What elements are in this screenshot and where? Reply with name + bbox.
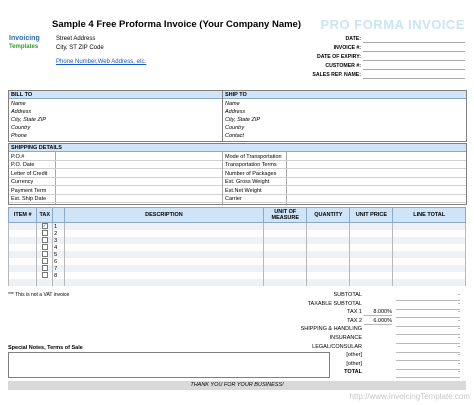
col-line-total: LINE TOTAL bbox=[393, 208, 466, 223]
col-unit-of-measure: UNIT OF MEASURE bbox=[264, 208, 307, 223]
col-quantity: QUANTITY bbox=[307, 208, 350, 223]
tax-rate[interactable]: 8.000% bbox=[364, 309, 392, 316]
table-cell[interactable] bbox=[350, 230, 393, 237]
table-cell bbox=[37, 230, 53, 237]
meta-value-field[interactable] bbox=[363, 35, 465, 43]
special-notes-label: Special Notes, Terms of Sale bbox=[8, 345, 83, 351]
total-value: - bbox=[396, 344, 460, 353]
table-cell[interactable] bbox=[393, 279, 466, 286]
table-cell[interactable] bbox=[350, 258, 393, 265]
shipping-field[interactable]: Transportation Terms bbox=[223, 161, 466, 169]
total-label: SHIPPING & HANDLING bbox=[300, 326, 362, 333]
total-label: TAX 1 bbox=[347, 309, 362, 316]
table-cell bbox=[37, 237, 53, 244]
tax-checkbox[interactable] bbox=[42, 265, 48, 271]
total-value: - bbox=[396, 361, 460, 370]
table-cell bbox=[53, 279, 65, 286]
col-tax: TAX bbox=[37, 208, 53, 223]
shipping-field[interactable]: Payment Term bbox=[9, 187, 222, 195]
shipping-field[interactable]: Currency bbox=[9, 178, 222, 186]
total-value: - bbox=[396, 309, 460, 318]
table-cell[interactable] bbox=[64, 223, 264, 231]
ship-to-fields bbox=[223, 99, 466, 141]
table-cell[interactable] bbox=[307, 258, 350, 265]
contact-link[interactable]: Phone Number,Web Address, etc. bbox=[56, 59, 147, 65]
shipping-field[interactable]: Est. Gross Weight bbox=[223, 178, 466, 186]
table-cell[interactable] bbox=[64, 279, 264, 286]
table-cell[interactable] bbox=[350, 223, 393, 231]
shipping-right-fields bbox=[223, 153, 466, 204]
table-cell[interactable] bbox=[307, 223, 350, 231]
table-cell bbox=[37, 265, 53, 272]
table-cell[interactable] bbox=[9, 230, 37, 237]
table-cell[interactable] bbox=[9, 258, 37, 265]
table-cell[interactable] bbox=[307, 279, 350, 286]
tax-rate[interactable]: 6.000% bbox=[364, 318, 392, 325]
total-value: - bbox=[396, 335, 460, 344]
table-cell[interactable] bbox=[64, 251, 264, 258]
row-number: 5 bbox=[53, 251, 65, 258]
shipping-field[interactable]: Mode of Transportation bbox=[223, 153, 466, 161]
city-state-zip: City, ST ZIP Code bbox=[56, 45, 104, 51]
meta-label: DATE: bbox=[345, 36, 361, 42]
table-cell[interactable] bbox=[9, 272, 37, 279]
table-row bbox=[9, 230, 466, 237]
shipping-field[interactable]: Letter of Credit bbox=[9, 170, 222, 178]
bill-to-line[interactable]: Address bbox=[11, 109, 32, 115]
total-value: - bbox=[396, 301, 460, 310]
total-label: TAXABLE SUBTOTAL bbox=[307, 300, 362, 307]
table-cell[interactable] bbox=[350, 272, 393, 279]
table-cell[interactable] bbox=[64, 258, 264, 265]
shipping-field[interactable]: Carrier bbox=[223, 195, 466, 203]
table-cell[interactable] bbox=[307, 272, 350, 279]
row-number: 1 bbox=[53, 223, 65, 231]
shipping-field[interactable]: Number of Packages bbox=[223, 170, 466, 178]
total-label: INSURANCE bbox=[329, 335, 362, 341]
shipping-field[interactable]: Est. Ship Date bbox=[9, 195, 222, 203]
table-cell[interactable] bbox=[393, 244, 466, 251]
shipping-field[interactable]: Est.Net Weight bbox=[223, 187, 466, 195]
special-notes-box[interactable] bbox=[8, 352, 330, 378]
meta-label: DATE OF EXPIRY: bbox=[317, 54, 361, 60]
table-cell[interactable] bbox=[64, 237, 264, 244]
table-row bbox=[9, 244, 466, 251]
table-cell[interactable] bbox=[64, 244, 264, 251]
ship-to-line[interactable]: Contact bbox=[225, 133, 244, 139]
meta-value-field[interactable] bbox=[363, 53, 465, 61]
total-label: [other] bbox=[346, 360, 362, 367]
tax-checkbox[interactable] bbox=[42, 230, 48, 236]
row-number: 8 bbox=[53, 272, 65, 279]
bill-to-line[interactable]: City, State ZIP bbox=[11, 117, 47, 123]
table-cell[interactable] bbox=[393, 258, 466, 265]
bill-to-line[interactable]: Phone bbox=[11, 133, 27, 139]
ship-to-line[interactable]: Country bbox=[225, 125, 245, 131]
total-label: SUBTOTAL bbox=[333, 292, 362, 298]
table-cell[interactable] bbox=[9, 279, 37, 286]
total-value: - bbox=[396, 369, 460, 378]
table-row bbox=[9, 251, 466, 258]
table-cell[interactable] bbox=[307, 244, 350, 251]
ship-to-header: SHIP TO bbox=[222, 91, 466, 99]
total-label: LEGAL/CONSULAR bbox=[312, 343, 362, 350]
table-row bbox=[9, 272, 466, 279]
total-label: TOTAL bbox=[344, 369, 362, 376]
table-cell bbox=[37, 251, 53, 258]
table-row bbox=[9, 265, 466, 272]
address-section bbox=[8, 90, 467, 142]
items-header-row bbox=[9, 208, 466, 223]
bill-to-fields bbox=[9, 99, 222, 141]
col-description: DESCRIPTION bbox=[64, 208, 264, 223]
table-cell[interactable] bbox=[9, 223, 37, 231]
meta-value-field[interactable] bbox=[363, 71, 465, 79]
table-row bbox=[9, 223, 466, 231]
row-number: 4 bbox=[53, 244, 65, 251]
col-row-number bbox=[53, 208, 65, 223]
shipping-details-header: SHIPPING DETAILS bbox=[9, 144, 466, 152]
table-cell[interactable] bbox=[264, 258, 307, 265]
document-type-title: PRO FORMA INVOICE bbox=[320, 17, 465, 32]
total-label: TAX 2 bbox=[347, 317, 362, 324]
table-cell[interactable] bbox=[264, 244, 307, 251]
row-number: 2 bbox=[53, 230, 65, 237]
table-cell[interactable] bbox=[9, 244, 37, 251]
meta-value-field[interactable] bbox=[363, 62, 465, 70]
table-cell[interactable] bbox=[64, 272, 264, 279]
shipping-left-fields bbox=[9, 153, 222, 204]
table-cell[interactable] bbox=[264, 237, 307, 244]
items-table bbox=[8, 207, 466, 286]
ship-to-line[interactable]: Address bbox=[225, 109, 246, 115]
table-cell[interactable] bbox=[393, 251, 466, 258]
footer-message: THANK YOU FOR YOUR BUSINESS! bbox=[8, 381, 466, 390]
table-row bbox=[9, 258, 466, 265]
table-cell bbox=[37, 272, 53, 279]
table-cell[interactable] bbox=[393, 265, 466, 272]
table-cell[interactable] bbox=[9, 237, 37, 244]
table-row bbox=[9, 279, 466, 286]
table-cell[interactable] bbox=[264, 272, 307, 279]
total-label: [other] bbox=[346, 352, 362, 359]
company-title: Sample 4 Free Proforma Invoice (Your Company Name) bbox=[52, 19, 302, 30]
tax-checkbox[interactable] bbox=[42, 272, 48, 278]
ship-to-line[interactable]: City, State ZIP bbox=[225, 117, 261, 123]
tax-checkbox[interactable] bbox=[42, 251, 48, 257]
street-address: Street Address bbox=[56, 36, 96, 42]
meta-label: SALES REP. NAME: bbox=[312, 72, 361, 78]
table-cell[interactable] bbox=[393, 230, 466, 237]
table-cell[interactable] bbox=[64, 230, 264, 237]
table-row bbox=[9, 237, 466, 244]
table-cell[interactable] bbox=[393, 272, 466, 279]
table-cell[interactable] bbox=[307, 265, 350, 272]
table-cell bbox=[37, 258, 53, 265]
table-cell[interactable] bbox=[350, 251, 393, 258]
bill-to-line[interactable]: Name bbox=[11, 101, 26, 107]
table-cell[interactable] bbox=[393, 223, 466, 231]
col-unit-price: UNIT PRICE bbox=[350, 208, 393, 223]
tax-checkbox[interactable] bbox=[42, 244, 48, 250]
meta-label: INVOICE #: bbox=[333, 45, 361, 51]
ship-to-line[interactable]: Name bbox=[225, 101, 240, 107]
total-value: - bbox=[396, 326, 460, 335]
bill-to-line[interactable]: Country bbox=[11, 125, 31, 131]
table-cell[interactable] bbox=[350, 265, 393, 272]
tax-checkbox[interactable] bbox=[42, 258, 48, 264]
row-number: 6 bbox=[53, 258, 65, 265]
table-cell[interactable] bbox=[264, 223, 307, 231]
table-cell[interactable] bbox=[9, 265, 37, 272]
total-value: - bbox=[396, 318, 460, 327]
company-logo: Invoicing Templates bbox=[9, 35, 40, 50]
table-cell[interactable] bbox=[393, 237, 466, 244]
total-value: - bbox=[396, 352, 460, 361]
table-cell[interactable] bbox=[264, 251, 307, 258]
table-cell[interactable] bbox=[307, 237, 350, 244]
shipping-field[interactable]: P.O.# bbox=[9, 153, 222, 161]
items-body bbox=[9, 223, 466, 287]
table-cell[interactable] bbox=[350, 244, 393, 251]
table-cell[interactable] bbox=[264, 279, 307, 286]
meta-value-field[interactable] bbox=[363, 44, 465, 52]
table-cell[interactable] bbox=[264, 230, 307, 237]
meta-label: CUSTOMER #: bbox=[325, 63, 361, 69]
table-cell[interactable] bbox=[350, 237, 393, 244]
row-number: 3 bbox=[53, 237, 65, 244]
table-cell[interactable] bbox=[350, 279, 393, 286]
vat-note: *** This is not a VAT invoice bbox=[8, 292, 70, 298]
col-item: ITEM # bbox=[9, 208, 37, 223]
row-number: 7 bbox=[53, 265, 65, 272]
table-cell bbox=[37, 223, 53, 231]
table-cell[interactable] bbox=[264, 265, 307, 272]
bill-to-header: BILL TO bbox=[9, 91, 222, 99]
total-value: - bbox=[396, 292, 460, 301]
table-cell[interactable] bbox=[307, 251, 350, 258]
table-cell bbox=[37, 244, 53, 251]
shipping-details-section bbox=[8, 143, 467, 205]
table-cell[interactable] bbox=[307, 230, 350, 237]
tax-checkbox[interactable] bbox=[42, 237, 48, 243]
shipping-field[interactable]: P.O. Date bbox=[9, 161, 222, 169]
table-cell bbox=[37, 279, 53, 286]
table-cell[interactable] bbox=[9, 251, 37, 258]
tax-checkbox[interactable]: ✓ bbox=[43, 223, 47, 229]
watermark: http://www.InvoicingTemplate.com bbox=[349, 392, 470, 401]
table-cell[interactable] bbox=[64, 265, 264, 272]
